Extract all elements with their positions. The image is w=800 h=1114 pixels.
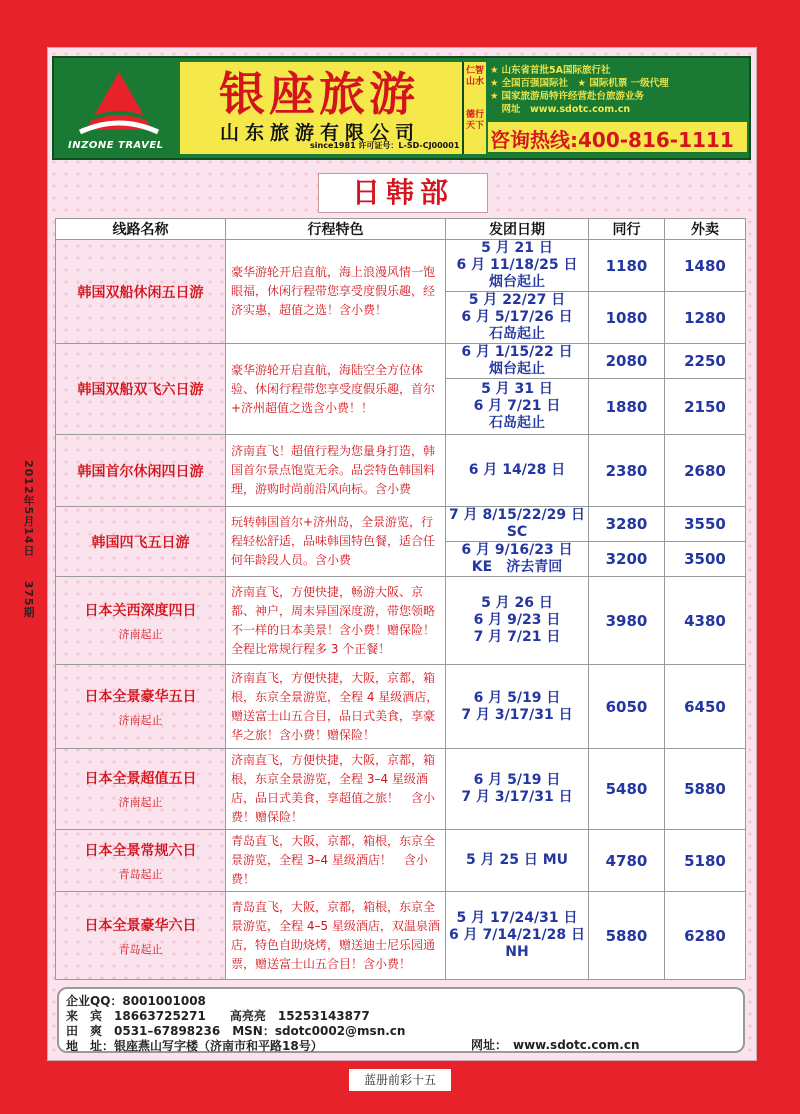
route-features: 济南直飞，方便快捷，大阪，京都，箱根，东京全景游览，全程 4 星级酒店，赠送富士山五合目，品日式美食，享豪华之旅！含小费！赠保险！ [226, 665, 446, 749]
retail-price: 5880 [665, 749, 746, 830]
departure-dates [446, 379, 589, 435]
departure-dates [446, 830, 589, 892]
retail-price: 3550 [665, 507, 746, 542]
departure-dates [446, 665, 589, 749]
retail-price: 2250 [665, 344, 746, 379]
departure-date-line: 5 月 21 日 [481, 240, 553, 256]
table-row [56, 507, 746, 542]
departure-date-line: 5 月 17/24/31 日 [456, 910, 578, 926]
star-icon: ★ [490, 78, 499, 89]
issue-date-vertical: 2012年5月14日 375期 [22, 460, 35, 619]
route-origin: 青岛起止 [118, 867, 163, 881]
slogan-top: 仁智山水 [466, 66, 485, 87]
route-name-cell [56, 240, 226, 344]
table-row [56, 344, 746, 379]
route-features: 青岛直飞，大阪，京都，箱根，东京全景游览，全程 4–5 星级酒店，双温泉酒店，特色自助烧烤，赠送迪士尼乐园通票，赠送富士山五合目！含小费！ [226, 892, 446, 980]
departure-date-line: 7 月 3/17/31 日 [461, 706, 573, 723]
table-row [56, 577, 746, 665]
table-row [56, 830, 746, 892]
peer-price: 3280 [589, 507, 665, 542]
route-name: 日本全景豪华六日 [84, 917, 197, 934]
retail-price: 5180 [665, 830, 746, 892]
departure-date-line: SC [506, 524, 528, 540]
header-banner [52, 56, 751, 160]
star-icon: ★ [490, 91, 499, 102]
route-name: 日本全景超值五日 [84, 771, 197, 787]
route-name: 韩国双船休闲五日游 [77, 284, 204, 301]
retail-price: 1480 [665, 240, 746, 292]
route-features: 济南直飞！超值行程为您量身打造，韩国首尔景点饱览无余。品尝特色韩国料理，游购时尚前沿风向标。含小费 [226, 435, 446, 507]
departure-date-line: 5 月 26 日 [481, 595, 553, 611]
table-row [56, 665, 746, 749]
departure-dates [446, 344, 589, 379]
route-features: 青岛直飞，大阪，京都，箱根，东京全景游览，全程 3–4 星级酒店！ 含小费！ [226, 830, 446, 892]
departure-dates [446, 892, 589, 980]
feature-list [490, 64, 750, 116]
route-name: 韩国双船双飞六日游 [77, 382, 204, 398]
peer-price: 5880 [589, 892, 665, 980]
departure-date-line: KE 济去青回 [471, 559, 563, 575]
slogan-bottom: 德行天下 [466, 110, 485, 131]
hotline: 咨询热线:400-816-1111 [490, 128, 734, 152]
departure-dates [446, 435, 589, 507]
license-line: since1981 许可证号：L-SD-CJ00001 [310, 141, 460, 150]
route-origin: 济南起止 [118, 627, 163, 641]
route-name: 日本全景常规六日 [84, 842, 197, 859]
brand-name: 银座旅游 [219, 67, 419, 121]
route-name: 韩国四飞五日游 [91, 534, 190, 551]
peer-price: 2080 [589, 344, 665, 379]
retail-price: 6280 [665, 892, 746, 980]
retail-price: 6450 [665, 665, 746, 749]
peer-price: 3980 [589, 577, 665, 665]
departure-date-line: 6 月 9/23 日 [473, 612, 561, 628]
company-name: 山东旅游有限公司 [219, 122, 420, 144]
column-header-route: 线路名称 [56, 219, 226, 240]
contact-box [57, 987, 745, 1053]
departure-date-line: 6 月 9/16/23 日 [461, 542, 573, 558]
feature-item: 网址 www.sdotc.com.cn [501, 104, 631, 115]
retail-price: 2680 [665, 435, 746, 507]
route-name: 日本全景豪华五日 [84, 688, 197, 705]
departure-date-line: 7 月 7/21 日 [473, 629, 561, 645]
departure-date-line: 6 月 11/18/25 日 [456, 257, 578, 273]
peer-price: 1880 [589, 379, 665, 435]
departure-dates [446, 507, 589, 542]
slogan-box [462, 62, 486, 154]
route-name-cell [56, 435, 226, 507]
route-name-cell [56, 830, 226, 892]
route-name-cell [56, 507, 226, 577]
contact-msn: 田 爽 0531–67898236 MSN：sdotc0002@msn.cn [66, 1024, 406, 1038]
peer-price: 3200 [589, 542, 665, 577]
route-origin: 济南起止 [118, 796, 163, 809]
retail-price: 3500 [665, 542, 746, 577]
departure-date-line: 5 月 22/27 日 [468, 292, 566, 308]
departure-date-line: 6 月 5/17/26 日 [461, 309, 573, 325]
column-header-dates: 发团日期 [446, 219, 589, 240]
retail-price: 1280 [665, 292, 746, 344]
route-features: 玩转韩国首尔+济州岛，全景游览，行程轻松舒适，品味韩国特色餐，适合任何年龄段人员。含小费 [226, 507, 446, 577]
section-title: 日韩部 [318, 173, 488, 213]
peer-price: 1180 [589, 240, 665, 292]
departure-dates [446, 749, 589, 830]
contact-address: 地 址：银座燕山写字楼（济南市和平路18号） [66, 1039, 323, 1053]
departure-date-line: 6 月 5/19 日 [473, 689, 561, 706]
route-features: 济南直飞，方便快捷，大阪，京都，箱根，东京全景游览，全程 3–4 星级酒店，品日式美食，享超值之旅！ 含小费！赠保险！ [226, 749, 446, 830]
routes-table [55, 218, 746, 980]
feature-item: ★ 全国百强国际社 ★ 国际机票 一级代理 [490, 78, 669, 89]
departure-date-line: NH [505, 944, 529, 960]
logo [58, 62, 180, 154]
departure-date-line: 5 月 31 日 [481, 381, 553, 397]
departure-date-line: 6 月 5/19 日 [473, 772, 561, 788]
departure-date-line: 7 月 3/17/31 日 [461, 789, 573, 805]
brochure-page [47, 47, 757, 1061]
column-header-features: 行程特色 [226, 219, 446, 240]
departure-date-line: 6 月 7/21 日 [473, 398, 561, 414]
star-icon: ★ [490, 65, 499, 76]
peer-price: 1080 [589, 292, 665, 344]
peer-price: 5480 [589, 749, 665, 830]
table-header-row [56, 219, 746, 240]
hotline-box [488, 122, 747, 152]
contact-qq: 企业QQ：8001001008 [66, 994, 206, 1008]
page-label: 蓝册前彩十五 [349, 1069, 451, 1091]
departure-date-line: 烟台起止 [489, 274, 545, 290]
departure-date-line: 5 月 25 日 MU [465, 852, 569, 868]
feature-item: ★ 国家旅游局特许经营赴台旅游业务 [490, 91, 645, 102]
departure-dates [446, 577, 589, 665]
departure-dates [446, 292, 589, 344]
route-name-cell [56, 749, 226, 830]
departure-date-line: 7 月 8/15/22/29 日 [449, 507, 585, 523]
column-header-retail: 外卖 [665, 219, 746, 240]
brand-panel [180, 62, 462, 154]
route-features: 豪华游轮开启直航，海陆空全方位体验、休闲行程带您享受度假乐趣，首尔+济州超值之选含小费！！ [226, 344, 446, 435]
route-name-cell [56, 892, 226, 980]
table-row [56, 240, 746, 292]
peer-price: 4780 [589, 830, 665, 892]
departure-dates [446, 240, 589, 292]
route-features: 济南直飞，方便快捷，畅游大阪、京都、神户，周末异国深度游，带您领略不一样的日本美景！含小费！赠保险！全程比常规行程多 3 个正餐！ [226, 577, 446, 665]
route-features: 豪华游轮开启直航，海上浪漫风情一饱眼福，休闲行程带您享受度假乐趣，经济实惠，超值之选！含小费！ [226, 240, 446, 344]
table-row [56, 749, 746, 830]
table-row [56, 435, 746, 507]
retail-price: 2150 [665, 379, 746, 435]
route-name: 日本关西深度四日 [84, 602, 197, 619]
route-name-cell [56, 577, 226, 665]
peer-price: 6050 [589, 665, 665, 749]
departure-date-line: 6 月 1/15/22 日 [461, 344, 573, 360]
route-name: 韩国首尔休闲四日游 [77, 463, 204, 480]
peer-price: 2380 [589, 435, 665, 507]
contact-website: 网址： www.sdotc.com.cn [471, 1038, 640, 1052]
column-header-peer: 同行 [589, 219, 665, 240]
contact-phones: 来 宾 18663725271 高亮亮 15253143877 [66, 1009, 370, 1023]
retail-price: 4380 [665, 577, 746, 665]
table-row [56, 892, 746, 980]
route-origin: 青岛起止 [118, 942, 163, 956]
departure-dates [446, 542, 589, 577]
route-name-cell [56, 344, 226, 435]
route-name-cell [56, 665, 226, 749]
departure-date-line: 石岛起止 [489, 415, 545, 431]
departure-date-line: 6 月 7/14/21/28 日 [449, 927, 585, 943]
route-origin: 济南起止 [118, 713, 163, 727]
logo-text: INZONE TRAVEL [68, 140, 164, 151]
departure-date-line: 烟台起止 [489, 361, 545, 377]
feature-item: ★ 山东省首批5A国际旅行社 [490, 65, 611, 76]
departure-date-line: 石岛起止 [489, 326, 545, 342]
departure-date-line: 6 月 14/28 日 [468, 462, 566, 478]
